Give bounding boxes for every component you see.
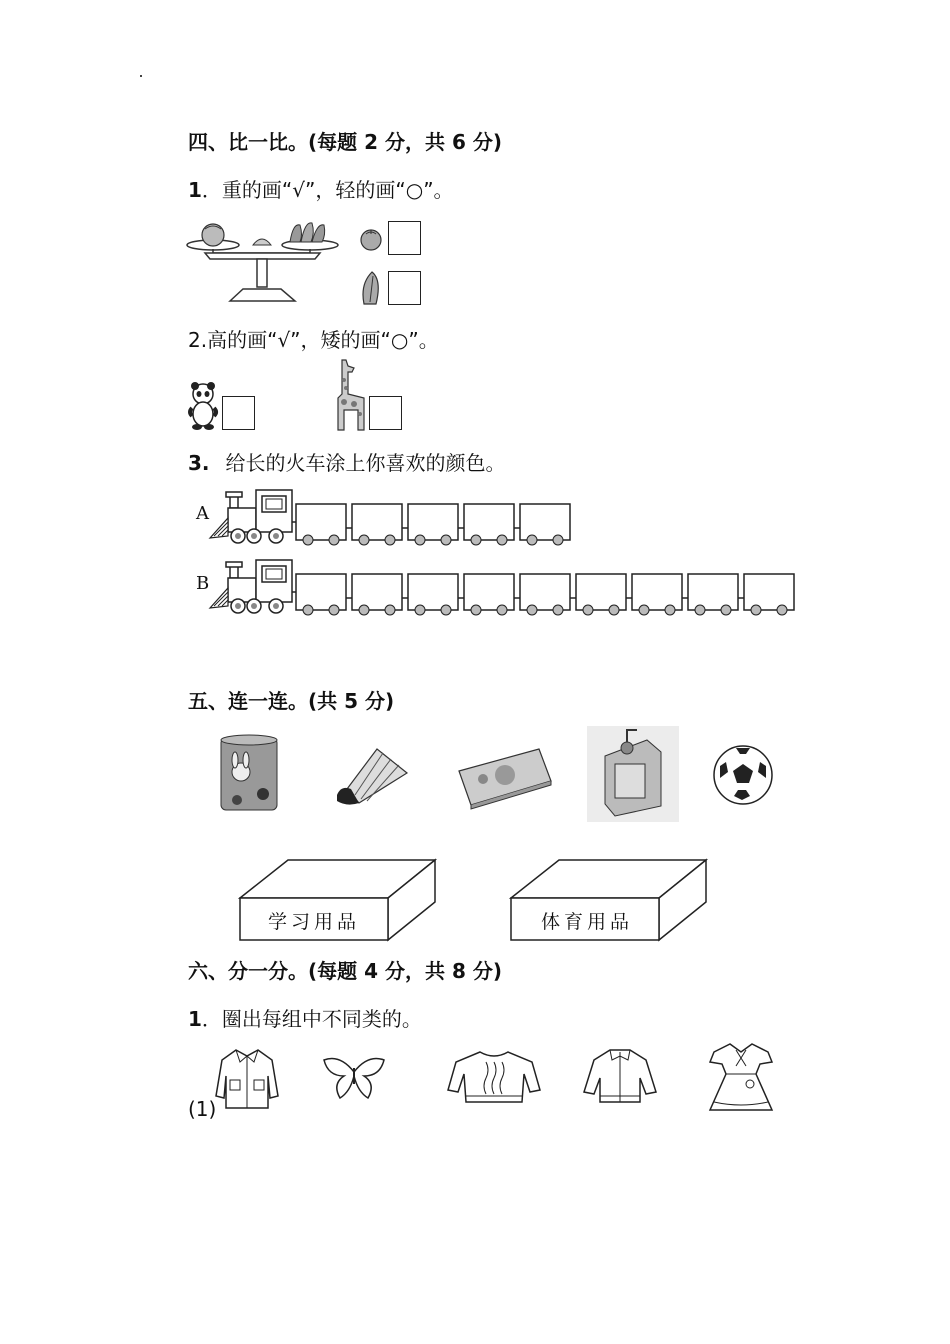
sweater-icon — [446, 1048, 542, 1104]
s4-q1-number: 1 — [188, 178, 202, 202]
pumpkin-answer-box[interactable] — [388, 221, 421, 255]
train-b-label: B — [196, 573, 210, 594]
page-dot — [140, 75, 142, 77]
soccer-ball-icon — [712, 744, 774, 806]
pencil-sharpener-icon — [587, 726, 679, 822]
shuttlecock-icon — [325, 745, 410, 810]
train-b — [208, 556, 808, 618]
pen-holder-icon — [215, 732, 283, 812]
panda-answer-box[interactable] — [222, 396, 255, 430]
sports-supplies-label: 体育用品 — [541, 911, 634, 933]
balance-scale-illustration — [185, 215, 345, 305]
s4-q2: 2.高的画“√”，矮的画“○”。 — [188, 328, 439, 352]
section6-heading: 六、分一分。(每题 4 分，共 8 分) — [188, 959, 502, 983]
jacket-icon — [582, 1048, 658, 1104]
giraffe-answer-box[interactable] — [369, 396, 402, 430]
s6-q1-text: ．圈出每组中不同类的。 — [201, 1007, 422, 1031]
s4-q3-number: 3. — [188, 451, 210, 475]
study-supplies-label: 学习用品 — [268, 911, 361, 933]
coat-icon — [214, 1046, 280, 1110]
section5-heading: 五、连一连。(共 5 分) — [188, 689, 395, 713]
train-a — [208, 486, 578, 548]
butterfly-icon — [320, 1054, 388, 1100]
section4-heading: 四、比一比。(每题 2 分，共 6 分) — [188, 130, 502, 154]
s4-q3-text: 给长的火车涂上你喜欢的颜色。 — [225, 451, 506, 475]
dress-icon — [706, 1040, 776, 1114]
cabbage-icon — [358, 270, 384, 306]
s6-q1 — [188, 1003, 422, 1032]
cabbage-answer-box[interactable] — [388, 271, 421, 305]
group1-label: (1) — [188, 1097, 217, 1121]
s4-q1-text: ．重的画“√”，轻的画“○”。 — [201, 178, 454, 202]
s4-q3 — [188, 447, 506, 476]
giraffe-icon — [324, 358, 370, 432]
pencil-case-icon — [455, 745, 555, 809]
pumpkin-icon — [358, 226, 384, 252]
s4-q1 — [188, 174, 454, 203]
panda-icon — [186, 382, 220, 430]
s6-q1-number: 1 — [188, 1007, 202, 1031]
train-a-label: A — [196, 503, 209, 524]
